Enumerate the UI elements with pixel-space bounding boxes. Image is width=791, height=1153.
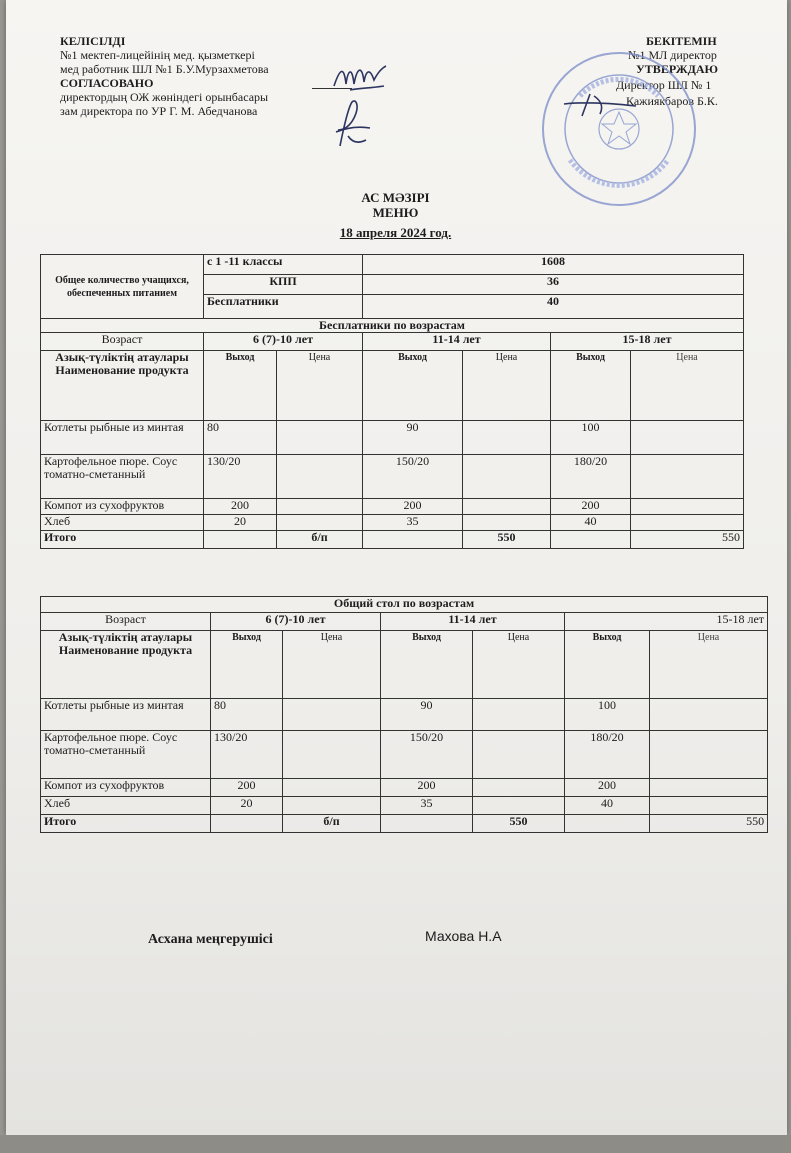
output-value: 200 (565, 779, 650, 797)
output-column-header: Выход (363, 351, 463, 421)
table-row (41, 779, 768, 797)
footer-name: Махова Н.А (425, 928, 502, 944)
product-name: Хлеб (41, 515, 204, 531)
left-header-line3: директордың ОЖ жөніндегі орынбасары (60, 90, 269, 104)
summary-row-label: с 1 -11 классы (204, 255, 363, 275)
medic-signature (330, 58, 390, 94)
output-value: 35 (381, 797, 473, 815)
age-group-header: 6 (7)-10 лет (211, 613, 381, 631)
product-name: Компот из сухофруктов (41, 779, 211, 797)
summary-row-label: КПП (204, 275, 363, 295)
age-group-header: 15-18 лет (565, 613, 768, 631)
output-value: 130/20 (211, 731, 283, 779)
section-title: Бесплатники по возрастам (41, 319, 744, 333)
product-name: Котлеты рыбные из минтая (41, 699, 211, 731)
summary-label: Общее количество учащихся, обеспеченных питанием (41, 255, 204, 319)
output-value: 100 (565, 699, 650, 731)
table-row (41, 515, 744, 531)
left-header-line2: мед работник ШЛ №1 Б.У.Мурзахметова (60, 62, 269, 76)
approved-ru-heading: УТВЕРЖДАЮ (636, 62, 719, 76)
output-value: 35 (363, 515, 463, 531)
table-row (41, 797, 768, 815)
total-value: 550 (473, 815, 565, 833)
price-column-header: Цена (473, 631, 565, 699)
table-row (41, 455, 744, 499)
menu-date: 18 апреля 2024 год. (339, 225, 452, 240)
official-seal (540, 50, 698, 208)
output-value: 180/20 (565, 731, 650, 779)
output-value: 200 (363, 499, 463, 515)
price-column-header: Цена (650, 631, 768, 699)
summary-row-value: 1608 (363, 255, 744, 275)
left-header-line1: №1 мектеп-лицейінің мед. қызметкері (60, 48, 255, 62)
output-value: 80 (204, 421, 277, 455)
total-value: б/п (283, 815, 381, 833)
table-row (41, 731, 768, 779)
output-value: 100 (551, 421, 631, 455)
price-column-header: Цена (277, 351, 363, 421)
output-value: 90 (381, 699, 473, 731)
output-column-header: Выход (551, 351, 631, 421)
summary-row-value: 36 (363, 275, 744, 295)
agreed-kz-heading: КЕЛІСІЛДІ (60, 34, 126, 48)
output-value: 20 (204, 515, 277, 531)
product-header: Азық-түліктің атаулары Наименование продукта (41, 631, 211, 699)
product-name: Компот из сухофруктов (41, 499, 204, 515)
price-column-header: Цена (283, 631, 381, 699)
total-label: Итого (41, 815, 211, 833)
table-surface (0, 1135, 791, 1153)
total-value: 550 (631, 531, 744, 549)
right-header-line3: Кажиякбаров Б.К. (626, 94, 718, 108)
approved-kz-heading: БЕКІТЕМІН (646, 34, 717, 48)
age-group-header: 11-14 лет (381, 613, 565, 631)
section-title: Общий стол по возрастам (41, 597, 768, 613)
output-value: 200 (381, 779, 473, 797)
table-row (41, 499, 744, 515)
agreed-ru-heading: СОГЛАСОВАНО (60, 76, 154, 90)
menu-title-ru: МЕНЮ (372, 205, 419, 220)
output-column-header: Выход (211, 631, 283, 699)
general-table (40, 596, 768, 833)
output-value: 150/20 (363, 455, 463, 499)
price-column-header: Цена (463, 351, 551, 421)
total-value: б/п (277, 531, 363, 549)
output-column-header: Выход (204, 351, 277, 421)
price-column-header: Цена (631, 351, 744, 421)
deputy-signature (326, 96, 374, 154)
output-value: 40 (565, 797, 650, 815)
output-value: 200 (204, 499, 277, 515)
product-name: Котлеты рыбные из минтая (41, 421, 204, 455)
menu-title-kz: АС МӘЗІРІ (361, 190, 430, 205)
director-signature (560, 90, 640, 120)
age-group-header: 15-18 лет (551, 333, 744, 351)
footer-role: Асхана меңгерушісі (148, 932, 273, 947)
output-value: 130/20 (204, 455, 277, 499)
left-header-line4: зам директора по УР Г. М. Абедчанова (60, 104, 258, 118)
total-value: 550 (650, 815, 768, 833)
output-value: 40 (551, 515, 631, 531)
summary-row-label: Бесплатники (204, 295, 363, 319)
output-value: 200 (211, 779, 283, 797)
age-group-header: 6 (7)-10 лет (204, 333, 363, 351)
product-name: Картофельное пюре. Соус томатно-сметанный (41, 731, 211, 779)
age-label: Возраст (41, 333, 204, 351)
free-meals-table (40, 254, 744, 549)
product-name: Картофельное пюре. Соус томатно-сметанный (41, 455, 204, 499)
table-row (41, 421, 744, 455)
right-header-line1: №1 МЛ директор (628, 48, 717, 62)
output-value: 150/20 (381, 731, 473, 779)
output-column-header: Выход (381, 631, 473, 699)
output-value: 180/20 (551, 455, 631, 499)
summary-row-value: 40 (363, 295, 744, 319)
total-label: Итого (41, 531, 204, 549)
total-row (41, 531, 744, 549)
total-value: 550 (463, 531, 551, 549)
total-row (41, 815, 768, 833)
right-header-line2: Директор ШЛ № 1 (616, 78, 712, 92)
product-name: Хлеб (41, 797, 211, 815)
product-header: Азық-түліктің атаулары Наименование продукта (41, 351, 204, 421)
output-value: 90 (363, 421, 463, 455)
output-column-header: Выход (565, 631, 650, 699)
output-value: 200 (551, 499, 631, 515)
output-value: 80 (211, 699, 283, 731)
output-value: 20 (211, 797, 283, 815)
age-label: Возраст (41, 613, 211, 631)
table-row (41, 699, 768, 731)
age-group-header: 11-14 лет (363, 333, 551, 351)
